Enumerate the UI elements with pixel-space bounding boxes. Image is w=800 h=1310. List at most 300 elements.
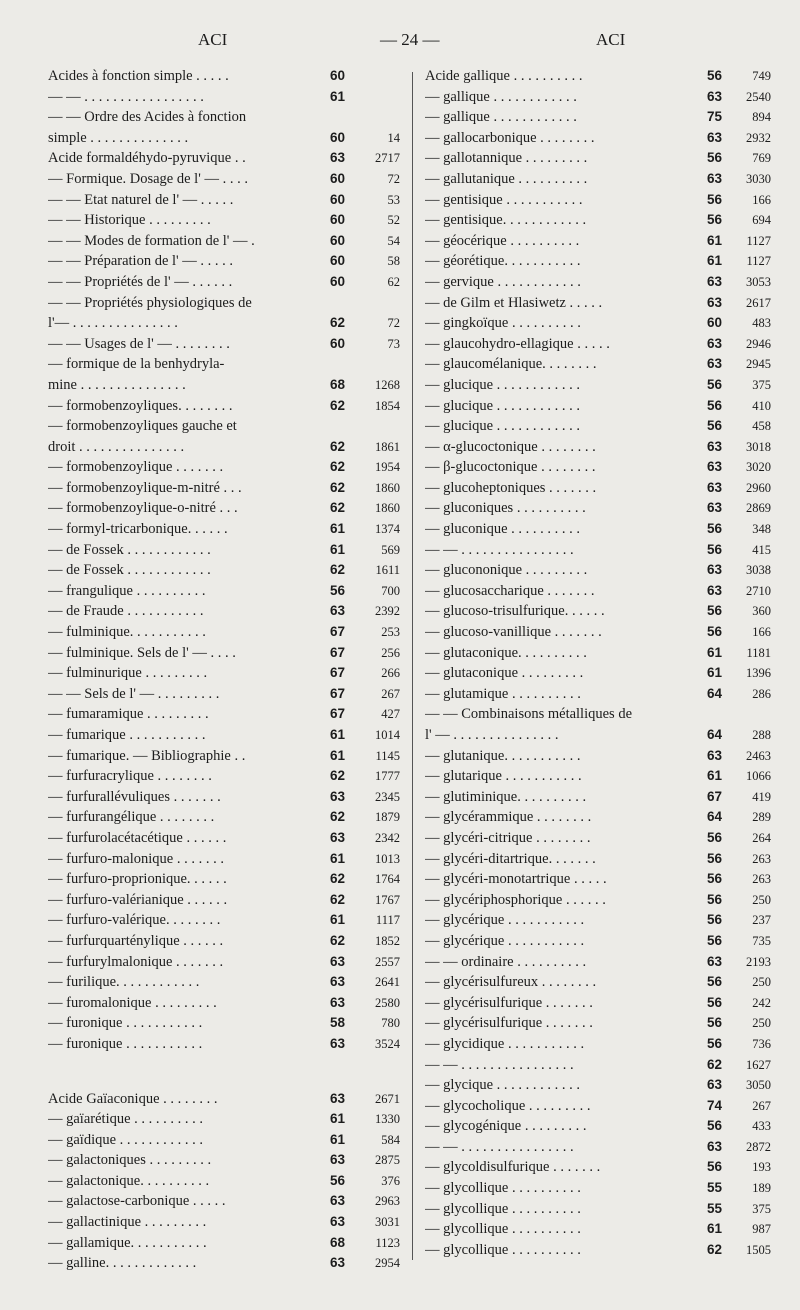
entry-title: — glycidique . . . . . . . . . . . (425, 1035, 585, 1052)
entry-volume: 63 (330, 1090, 346, 1106)
entry-title: — formobenzoylique . . . . . . . (48, 459, 224, 476)
index-entry (48, 1253, 400, 1274)
entry-volume: 56 (707, 376, 723, 392)
entry-page: 376 (381, 1173, 400, 1188)
entry-title: — gallamique. . . . . . . . . . . (48, 1234, 207, 1251)
entry-volume: 75 (707, 109, 723, 125)
index-entry (425, 396, 771, 417)
entry-page: 700 (381, 583, 400, 598)
entry-page: 3030 (746, 171, 771, 186)
entry-page: 266 (381, 666, 400, 681)
entry-volume: 67 (330, 644, 346, 660)
index-entry (425, 560, 771, 581)
entry-page: 3031 (375, 1215, 400, 1230)
index-entry (425, 457, 771, 478)
entry-page: 2671 (375, 1091, 400, 1106)
entry-title: — glucononique . . . . . . . . . (425, 562, 588, 579)
entry-volume: 56 (707, 1159, 723, 1175)
entry-volume: 61 (330, 88, 346, 104)
entry-page: 375 (752, 1201, 771, 1216)
index-entry (425, 601, 771, 622)
entry-page: 1767 (375, 892, 400, 907)
entry-page: 1123 (375, 1235, 400, 1250)
entry-volume: 68 (330, 376, 346, 392)
entry-title: — — Sels de l' — . . . . . . . . . (48, 685, 220, 702)
entry-volume: 62 (330, 562, 346, 578)
entry-volume: 63 (707, 438, 723, 454)
index-entry (425, 787, 771, 808)
entry-title: — glycoldisulfurique . . . . . . . (425, 1159, 601, 1176)
entry-title: — formobenzoyliques. . . . . . . . (48, 397, 233, 414)
index-entry (48, 107, 400, 128)
index-entry (48, 1130, 400, 1151)
entry-title: — gervique . . . . . . . . . . . . (425, 273, 581, 290)
entry-page: 2463 (746, 748, 771, 763)
entry-volume: 60 (330, 170, 346, 186)
entry-volume: 61 (707, 232, 723, 248)
entry-volume: 60 (330, 68, 346, 83)
index-entry (48, 1171, 400, 1192)
entry-title: — furfurquarténylique . . . . . . (48, 932, 224, 949)
index-entry (425, 890, 771, 911)
entry-title: droit . . . . . . . . . . . . . . . (48, 438, 185, 455)
index-entry (425, 849, 771, 870)
entry-volume: 56 (707, 1015, 723, 1031)
entry-title: — glutarique . . . . . . . . . . . (425, 768, 582, 785)
entry-page: 2946 (746, 336, 771, 351)
index-entry (48, 478, 400, 499)
entry-page: 1066 (746, 769, 771, 784)
index-entry (48, 746, 400, 767)
entry-volume: 55 (707, 1200, 723, 1216)
index-entry (48, 972, 400, 993)
entry-title: Acide formaldéhydo-pyruvique . . (48, 150, 246, 167)
entry-page: 360 (752, 604, 771, 619)
entry-volume: 61 (707, 644, 723, 660)
entry-page: 267 (381, 686, 400, 701)
entry-volume: 56 (707, 891, 723, 907)
entry-volume: 60 (330, 253, 346, 269)
index-entry (425, 1240, 771, 1261)
entry-volume: 62 (330, 768, 346, 784)
index-entry (48, 869, 400, 890)
entry-volume: 67 (707, 788, 723, 804)
entry-title: — — Propriétés de l' — . . . . . . (48, 273, 233, 290)
entry-volume: 61 (707, 1221, 723, 1237)
index-entry (425, 375, 771, 396)
entry-page: 72 (387, 316, 400, 331)
entry-title: — furomalonique . . . . . . . . . (48, 994, 217, 1011)
entry-volume: 56 (707, 1035, 723, 1051)
entry-volume: 56 (707, 191, 723, 207)
left-index-column (48, 66, 400, 1274)
entry-page: 1861 (375, 439, 400, 454)
index-entry (425, 128, 771, 149)
entry-title: — — Ordre des Acides à fonction (48, 109, 247, 126)
index-entry (425, 1137, 771, 1158)
entry-title: — glycérisulfurique . . . . . . . (425, 1015, 593, 1032)
entry-title: — gallactinique . . . . . . . . . (48, 1214, 207, 1231)
index-entry (425, 437, 771, 458)
header-right-word: ACI (596, 30, 626, 49)
index-entry (48, 148, 400, 169)
entry-title: — galactoniques . . . . . . . . . (48, 1152, 212, 1169)
index-entry (425, 622, 771, 643)
entry-volume: 67 (330, 665, 346, 681)
entry-page: 256 (381, 645, 400, 660)
index-entry (425, 1199, 771, 1220)
entry-page: 267 (752, 1098, 771, 1113)
index-entry (425, 1075, 771, 1096)
entry-page: 253 (381, 625, 400, 640)
index-entry (48, 787, 400, 808)
entry-volume: 61 (330, 541, 346, 557)
entry-page: 1627 (746, 1057, 771, 1072)
index-entry (48, 993, 400, 1014)
index-entry (48, 272, 400, 293)
entry-page: 2954 (375, 1256, 400, 1271)
entry-title: simple . . . . . . . . . . . . . . (48, 129, 189, 146)
entry-volume: 63 (707, 562, 723, 578)
index-entry (48, 1150, 400, 1171)
entry-volume: 61 (330, 1131, 346, 1147)
entry-page: 1268 (375, 377, 400, 392)
entry-page: 569 (381, 542, 400, 557)
entry-volume: 67 (330, 624, 346, 640)
entry-title: — furfuro-valérique. . . . . . . . (48, 912, 221, 929)
entry-page: 1014 (375, 728, 400, 742)
entry-page: 2557 (375, 954, 400, 969)
entry-volume: 56 (707, 932, 723, 948)
header-left-word: ACI (198, 30, 228, 49)
entry-title: — gallique . . . . . . . . . . . . (425, 109, 577, 126)
entry-page: 987 (752, 1222, 771, 1237)
entry-title: — glycérisulfurique . . . . . . . (425, 994, 593, 1011)
entry-title: — de Fraude . . . . . . . . . . . (48, 603, 204, 620)
entry-title: l' — . . . . . . . . . . . . . . . (425, 727, 559, 743)
index-entry (425, 251, 771, 272)
index-entry (48, 766, 400, 787)
entry-title: — fulminique. Sels de l' — . . . . (48, 644, 236, 661)
entry-page: 288 (752, 728, 771, 742)
entry-title: — furfuro-proprionique. . . . . . (48, 871, 227, 888)
index-entry (48, 560, 400, 581)
entry-title: — glycérique . . . . . . . . . . . (425, 932, 585, 949)
entry-page: 769 (752, 151, 771, 166)
entry-volume: 63 (707, 170, 723, 186)
index-entry (48, 1212, 400, 1233)
entry-volume: 63 (707, 479, 723, 495)
entry-title: — glucoso-trisulfurique. . . . . . (425, 603, 605, 620)
entry-page: 1396 (746, 666, 771, 681)
entry-page: 2641 (375, 975, 400, 990)
index-entry (425, 1219, 771, 1240)
entry-title: — glycollique . . . . . . . . . . (425, 1200, 581, 1217)
entry-page: 2710 (746, 583, 771, 598)
index-entry (48, 231, 400, 252)
entry-page: 1860 (375, 501, 400, 516)
entry-page: 2345 (375, 789, 400, 804)
entry-page: 264 (752, 830, 771, 845)
index-entry (48, 396, 400, 417)
index-entry (425, 725, 771, 746)
entry-volume: 56 (707, 397, 723, 413)
index-entry (48, 354, 400, 375)
index-entry (48, 1191, 400, 1212)
index-entry (48, 931, 400, 952)
entry-page: 52 (387, 213, 400, 228)
entry-title: — glucique . . . . . . . . . . . . (425, 397, 581, 414)
entry-page: 2963 (375, 1194, 400, 1209)
index-entry (48, 498, 400, 519)
entry-volume: 56 (707, 150, 723, 166)
entry-title: — glycéri-ditartrique. . . . . . . (425, 850, 596, 867)
index-entry (425, 1116, 771, 1137)
entry-volume: 63 (330, 603, 346, 619)
index-entry (425, 993, 771, 1014)
page-number: — 24 — (380, 30, 440, 49)
entry-page: 3038 (746, 563, 771, 578)
entry-page: 1330 (375, 1112, 400, 1127)
index-entry (48, 684, 400, 705)
index-entry (48, 910, 400, 931)
entry-volume: 56 (707, 541, 723, 557)
entry-volume: 56 (707, 912, 723, 928)
entry-page: 166 (752, 625, 771, 640)
entry-title: Acides à fonction simple . . . . . (48, 68, 229, 84)
entry-volume: 60 (330, 212, 346, 228)
entry-page: 1860 (375, 480, 400, 495)
entry-title: — — ordinaire . . . . . . . . . . (425, 953, 587, 970)
entry-title: — — . . . . . . . . . . . . . . . . (425, 541, 574, 558)
entry-page: 289 (752, 810, 771, 825)
entry-title: — furfuro-malonique . . . . . . . (48, 850, 224, 867)
entry-title: — formobenzoylique-m-nitré . . . (48, 479, 242, 496)
entry-page: 2869 (746, 501, 771, 516)
entry-title: — galline. . . . . . . . . . . . . (48, 1255, 197, 1272)
index-entry (425, 704, 771, 725)
entry-title: — gaïdique . . . . . . . . . . . . (48, 1131, 204, 1148)
entry-title: mine . . . . . . . . . . . . . . . (48, 376, 186, 393)
index-entry (425, 478, 771, 499)
index-entry (48, 1089, 400, 1110)
entry-title: — fulminique. . . . . . . . . . . (48, 624, 206, 641)
entry-title: — fulminurique . . . . . . . . . (48, 665, 208, 682)
entry-title: — gentisique. . . . . . . . . . . . (425, 212, 587, 229)
index-entry (48, 890, 400, 911)
entry-volume: 74 (707, 1097, 723, 1113)
index-entry (425, 334, 771, 355)
entry-title: — — Historique . . . . . . . . . (48, 212, 211, 229)
entry-volume: 60 (707, 315, 723, 331)
entry-title: — — Combinaisons métalliques de (425, 706, 633, 723)
entry-volume: 60 (330, 191, 346, 207)
entry-volume: 61 (330, 912, 346, 928)
index-entry (425, 931, 771, 952)
entry-volume: 62 (330, 479, 346, 495)
entry-page: 2945 (746, 357, 771, 372)
entry-page: 694 (752, 213, 771, 228)
entry-volume: 63 (707, 500, 723, 516)
entry-title: — furilique. . . . . . . . . . . . (48, 974, 200, 991)
entry-page: 1145 (375, 748, 400, 763)
index-entry (48, 807, 400, 828)
entry-volume: 63 (330, 1035, 346, 1051)
entry-volume: 61 (707, 665, 723, 681)
entry-volume: 56 (707, 850, 723, 866)
entry-page: 483 (752, 316, 771, 331)
entry-page: 2932 (746, 130, 771, 145)
entry-page: 375 (752, 377, 771, 392)
entry-title: — glucosaccharique . . . . . . . (425, 582, 595, 599)
index-entry (425, 540, 771, 561)
entry-volume: 60 (330, 273, 346, 289)
entry-title: — glucoso-vanillique . . . . . . . (425, 624, 602, 641)
index-entry (425, 210, 771, 231)
entry-title: — glycollique . . . . . . . . . . (425, 1241, 581, 1258)
entry-page: 286 (752, 686, 771, 701)
entry-volume: 64 (707, 809, 723, 825)
entry-title: — de Gilm et Hlasiwetz . . . . . (425, 294, 603, 311)
entry-page: 2540 (746, 89, 771, 104)
index-entry (425, 1034, 771, 1055)
entry-page: 410 (752, 398, 771, 413)
entry-page: 250 (752, 975, 771, 990)
entry-page: 1854 (375, 398, 400, 413)
entry-page: 14 (387, 130, 400, 145)
entry-volume: 63 (330, 788, 346, 804)
entry-title: — β-glucoctonique . . . . . . . . (425, 459, 596, 476)
entry-title: — gallique . . . . . . . . . . . . (425, 88, 577, 105)
entry-page: 3524 (375, 1036, 400, 1051)
entry-page: 237 (752, 913, 771, 928)
entry-title: — gallutanique . . . . . . . . . . (425, 170, 588, 187)
entry-volume: 56 (707, 974, 723, 990)
index-entry (48, 87, 400, 108)
entry-title: — galactonique. . . . . . . . . . (48, 1172, 210, 1189)
entry-volume: 62 (707, 1241, 723, 1257)
page-header (0, 30, 800, 54)
entry-volume: 63 (330, 150, 346, 166)
entry-volume: 60 (330, 335, 346, 351)
entry-volume: 63 (330, 1255, 346, 1271)
entry-title: — glycogénique . . . . . . . . . (425, 1118, 587, 1135)
index-entry (425, 87, 771, 108)
entry-page: 1852 (375, 933, 400, 948)
index-entry (425, 807, 771, 828)
entry-volume: 64 (707, 727, 723, 742)
index-entry (48, 128, 400, 149)
entry-page: 2342 (375, 830, 400, 845)
index-entry (48, 251, 400, 272)
entry-page: 1764 (375, 872, 400, 887)
entry-title: — glutaconique. . . . . . . . . . (425, 644, 587, 661)
entry-title: — glutanique. . . . . . . . . . . (425, 747, 581, 764)
entry-title: — formique de la benhydryla- (48, 356, 225, 373)
entry-page: 1127 (746, 254, 771, 269)
entry-page: 3050 (746, 1078, 771, 1093)
index-entry (425, 972, 771, 993)
index-entry (425, 766, 771, 787)
entry-page: 427 (381, 707, 400, 722)
index-entry (48, 190, 400, 211)
entry-page: 2193 (746, 954, 771, 969)
entry-title: — furfuracrylique . . . . . . . . (48, 768, 212, 785)
index-entry (425, 581, 771, 602)
entry-title: — gentisique . . . . . . . . . . . (425, 191, 583, 208)
entry-title: — glycocholique . . . . . . . . . (425, 1097, 591, 1114)
entry-title: — fumarique . . . . . . . . . . . (48, 727, 206, 743)
entry-title: Acide Gaïaconique . . . . . . . . (48, 1090, 218, 1107)
entry-page: 263 (752, 851, 771, 866)
entry-title: — glycollique . . . . . . . . . . (425, 1221, 581, 1238)
entry-volume: 56 (707, 603, 723, 619)
entry-title: — furfuro-valérianique . . . . . . (48, 891, 228, 908)
entry-title: — géorétique. . . . . . . . . . . (425, 253, 581, 270)
entry-title: — formobenzoyliques gauche et (48, 418, 237, 435)
entry-title: — glycériphosphorique . . . . . . (425, 891, 606, 908)
entry-title: — gluconique . . . . . . . . . . (425, 521, 581, 538)
entry-volume: 62 (330, 809, 346, 825)
entry-volume: 61 (707, 253, 723, 269)
entry-volume: 56 (330, 582, 346, 598)
entry-volume: 64 (707, 685, 723, 701)
index-entry (48, 828, 400, 849)
index-entry (425, 416, 771, 437)
entry-page: 2872 (746, 1139, 771, 1154)
index-entry (48, 66, 400, 87)
entry-page: 1879 (375, 810, 400, 825)
entry-page: 193 (752, 1160, 771, 1175)
entry-title: — furonique . . . . . . . . . . . (48, 1035, 203, 1052)
entry-page: 2717 (375, 151, 400, 166)
entry-volume: 61 (330, 747, 346, 763)
entry-volume: 56 (707, 994, 723, 1010)
entry-title: — — Préparation de l' — . . . . . (48, 253, 234, 270)
entry-title: — gluconiques . . . . . . . . . . (425, 500, 586, 517)
entry-volume: 56 (330, 1172, 346, 1188)
entry-volume: 62 (330, 315, 346, 331)
entry-page: 1954 (375, 460, 400, 475)
entry-volume: 63 (707, 356, 723, 372)
entry-volume: 56 (707, 418, 723, 434)
index-entry (425, 169, 771, 190)
index-entry (425, 1096, 771, 1117)
entry-title: — — Modes de formation de l' — . (48, 232, 255, 249)
index-entry (425, 684, 771, 705)
entry-volume: 68 (330, 1234, 346, 1250)
index-entry (48, 601, 400, 622)
entry-page: 749 (752, 69, 771, 83)
entry-page: 1013 (375, 851, 400, 866)
entry-volume: 61 (707, 768, 723, 784)
entry-title: — glycérisulfureux . . . . . . . . (425, 974, 597, 991)
entry-page: 3020 (746, 460, 771, 475)
entry-title: — de Fossek . . . . . . . . . . . . (48, 541, 211, 558)
entry-page: 58 (387, 254, 400, 269)
entry-title: — — Etat naturel de l' — . . . . . (48, 191, 234, 208)
entry-page: 73 (387, 336, 400, 351)
entry-title: — gallotannique . . . . . . . . . (425, 150, 588, 167)
index-entry (48, 334, 400, 355)
entry-page: 242 (752, 995, 771, 1010)
entry-page: 166 (752, 192, 771, 207)
entry-title: l'— . . . . . . . . . . . . . . . (48, 315, 178, 332)
index-entry (48, 313, 400, 334)
entry-volume: 63 (707, 129, 723, 145)
entry-page: 348 (752, 522, 771, 537)
entry-volume: 62 (707, 1056, 723, 1072)
